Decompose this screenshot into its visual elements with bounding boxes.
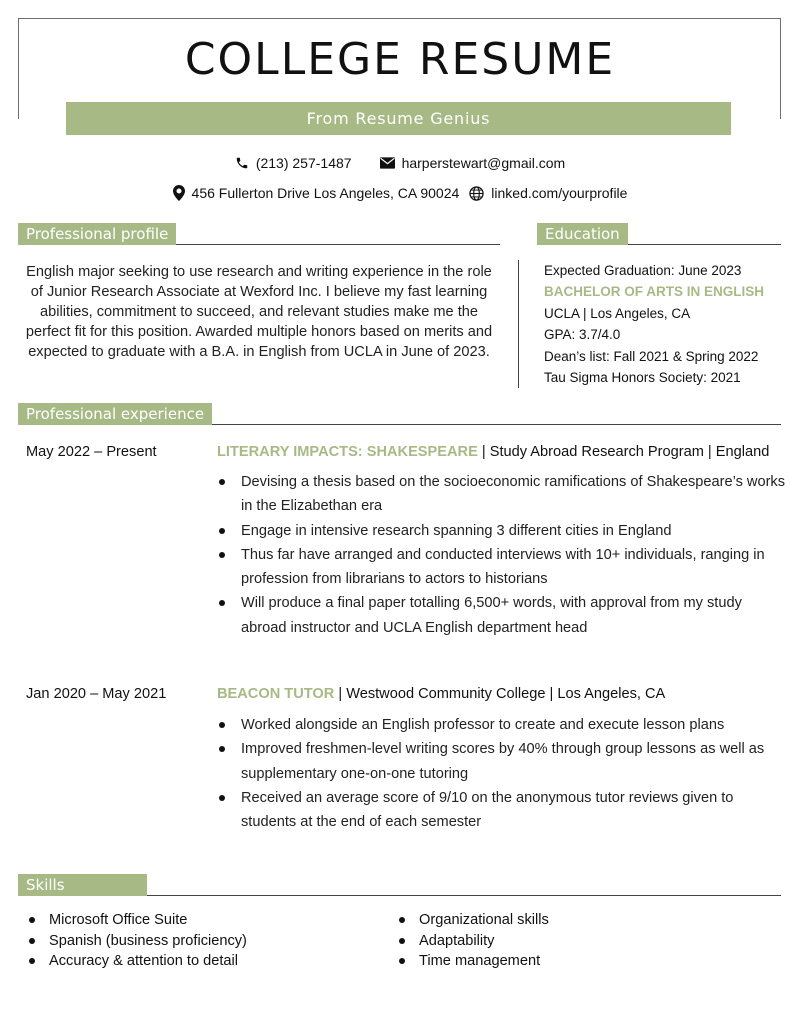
- globe-icon: [469, 186, 484, 201]
- list-item: Spanish (business proficiency): [25, 931, 247, 952]
- envelope-icon: [380, 157, 395, 169]
- phone-icon: [235, 156, 249, 170]
- phone-number: (213) 257-1487: [255, 155, 352, 171]
- contact-address: [173, 185, 460, 201]
- list-item: Accuracy & attention to detail: [25, 951, 247, 972]
- job-heading: [217, 686, 665, 702]
- section-divider: [176, 244, 500, 245]
- skills-section-header: [18, 874, 781, 896]
- list-item: Microsoft Office Suite: [25, 910, 247, 931]
- list-item: Adaptability: [395, 931, 549, 952]
- list-item: Received an average score of 9/10 on the anonymous tutor reviews given to students at the end of each semester: [217, 786, 787, 835]
- education-section-header: [537, 223, 781, 245]
- list-item: Improved freshmen-level writing scores by 40% through group lessons as well as supplementary one-on-one tutoring: [217, 737, 787, 786]
- list-item: Will produce a final paper totalling 6,500+ words, with approval from my study abroad instructor and UCLA English department head: [217, 591, 787, 640]
- list-item: Thus far have arranged and conducted interviews with 10+ individuals, ranging in profession from librarians to actors to historians: [217, 543, 787, 592]
- contact-row-1: [0, 155, 800, 171]
- email-address: harperstewart@gmail.com: [401, 155, 566, 171]
- street-address: 456 Fullerton Drive Los Angeles, CA 90024: [191, 185, 460, 201]
- profile-section-header: [18, 223, 500, 245]
- section-divider: [147, 895, 781, 896]
- resume-subtitle: From Resume Genius: [66, 102, 731, 135]
- profile-summary: English major seeking to use research and writing experience in the role of Junior Research Associate at Wexford Inc. I believe my fast learning abilities, commitment to succeed, and relevant studies make me the perfect fit for this position. Awarded multiple honors based on merits and expected to graduate with a B.A. in English from UCLA in June of 2023.: [25, 264, 493, 360]
- school: UCLA | Los Angeles, CA: [544, 305, 691, 321]
- contact-row-2: [0, 185, 800, 201]
- honors: Tau Sigma Honors Society: 2021: [544, 369, 741, 385]
- job-role: BEACON TUTOR: [217, 686, 335, 702]
- map-pin-icon: [173, 185, 185, 201]
- resume-title: COLLEGE RESUME: [184, 34, 616, 85]
- contact-linkedin[interactable]: [469, 185, 627, 201]
- section-divider: [212, 424, 781, 425]
- job-details: | Study Abroad Research Program | England: [477, 444, 770, 460]
- gpa: GPA: 3.7/4.0: [544, 327, 621, 343]
- linkedin-url: linked.com/yourprofile: [491, 185, 628, 201]
- list-item: Organizational skills: [395, 910, 549, 931]
- list-item: Time management: [395, 951, 549, 972]
- column-divider: [518, 260, 519, 388]
- list-item: Worked alongside an English professor to create and execute lesson plans: [217, 713, 787, 737]
- contact-email[interactable]: [380, 155, 566, 171]
- skills-list-right: [395, 910, 549, 972]
- section-divider: [628, 244, 781, 245]
- job-role: LITERARY IMPACTS: SHAKESPEARE: [217, 444, 478, 460]
- experience-section-header: [18, 403, 781, 425]
- job-bullet-list: [217, 713, 787, 834]
- graduation-date: Expected Graduation: June 2023: [544, 263, 742, 278]
- job-details: | Westwood Community College | Los Angeles, CA: [334, 686, 666, 702]
- profile-heading: Professional profile: [18, 223, 176, 245]
- job-date: Jan 2020 – May 2021: [26, 686, 167, 702]
- skills-list-left: [25, 910, 247, 972]
- contact-phone[interactable]: [235, 155, 352, 171]
- deans-list: Dean’s list: Fall 2021 & Spring 2022: [544, 348, 759, 364]
- degree: BACHELOR OF ARTS IN ENGLISH: [544, 284, 765, 300]
- job-bullet-list: [217, 470, 787, 640]
- job-date: May 2022 – Present: [26, 444, 157, 460]
- list-item: Engage in intensive research spanning 3 different cities in England: [217, 519, 787, 543]
- list-item: Devising a thesis based on the socioeconomic ramifications of Shakespeare’s works in the Elizabethan era: [217, 470, 787, 519]
- skills-heading: Skills: [18, 874, 147, 896]
- education-details: [544, 260, 784, 388]
- job-heading: [217, 444, 769, 460]
- experience-heading: Professional experience: [18, 403, 212, 425]
- education-heading: Education: [537, 223, 628, 245]
